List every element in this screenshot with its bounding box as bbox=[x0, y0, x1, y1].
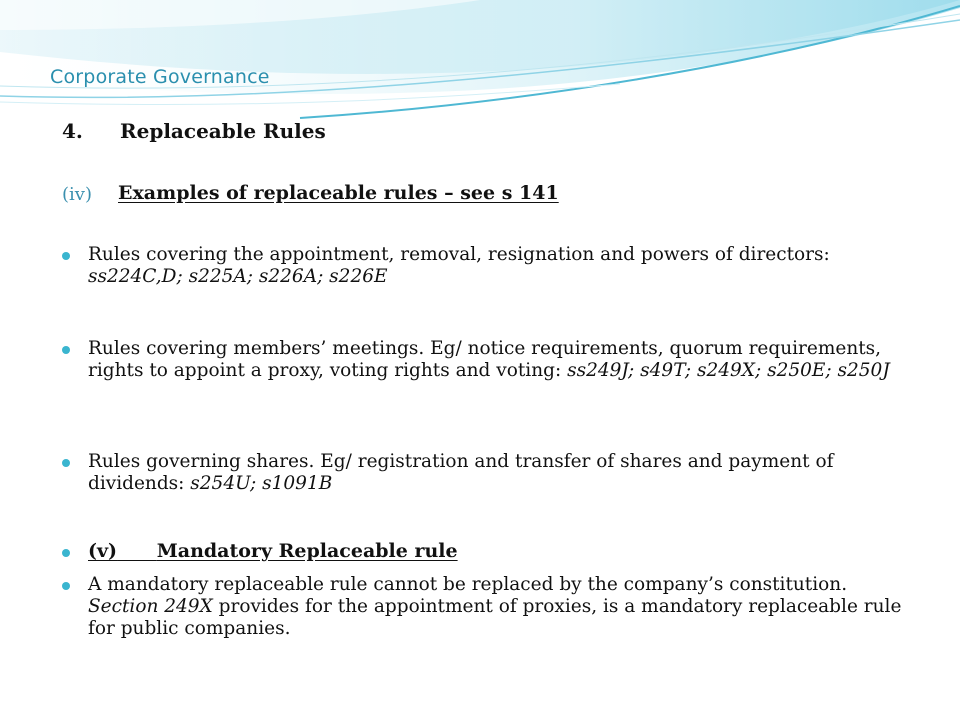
heading-number: 4. bbox=[62, 119, 83, 143]
bullet-reference: s254U; s1091B bbox=[190, 473, 333, 494]
bullet-item bbox=[88, 244, 908, 288]
heading-title: Replaceable Rules bbox=[120, 119, 326, 143]
bullet-icon bbox=[62, 582, 70, 590]
bullet-icon bbox=[62, 549, 70, 557]
bullet-reference: ss249J; s49T; s249X; s250E; s250J bbox=[567, 360, 890, 381]
bullet-item bbox=[88, 451, 908, 495]
bullet-icon bbox=[62, 346, 70, 354]
mandatory-text-before: A mandatory replaceable rule cannot be replaced by the company’s constitution. bbox=[88, 574, 848, 595]
bullet-text: Rules covering the appointment, removal, resignation and powers of directors: bbox=[88, 244, 830, 265]
subheading-number: (iv) bbox=[62, 184, 92, 205]
header-title: Corporate Governance bbox=[50, 66, 270, 88]
mandatory-number: (v) bbox=[88, 540, 118, 562]
bullet-reference: ss224C,D; s225A; s226A; s226E bbox=[88, 266, 388, 287]
bullet-icon bbox=[62, 252, 70, 260]
bullet-icon bbox=[62, 459, 70, 467]
bullet-text: Rules governing shares. Eg/ registration and transfer of shares and payment of dividends: bbox=[88, 451, 834, 494]
mandatory-paragraph bbox=[88, 574, 908, 640]
mandatory-heading bbox=[88, 540, 458, 562]
bullet-item bbox=[88, 338, 908, 382]
bullet-text: Rules covering members’ meetings. Eg/ notice requirements, quorum requirements, rights to appoint a proxy, voting rights and voting: bbox=[88, 338, 882, 381]
mandatory-title: Mandatory Replaceable rule bbox=[156, 540, 458, 562]
mandatory-text-after: provides for the appointment of proxies, is a mandatory replaceable rule for public companies. bbox=[88, 596, 902, 639]
section-reference: Section 249X bbox=[88, 596, 213, 617]
subheading-title: Examples of replaceable rules – see s 141 bbox=[118, 182, 559, 204]
